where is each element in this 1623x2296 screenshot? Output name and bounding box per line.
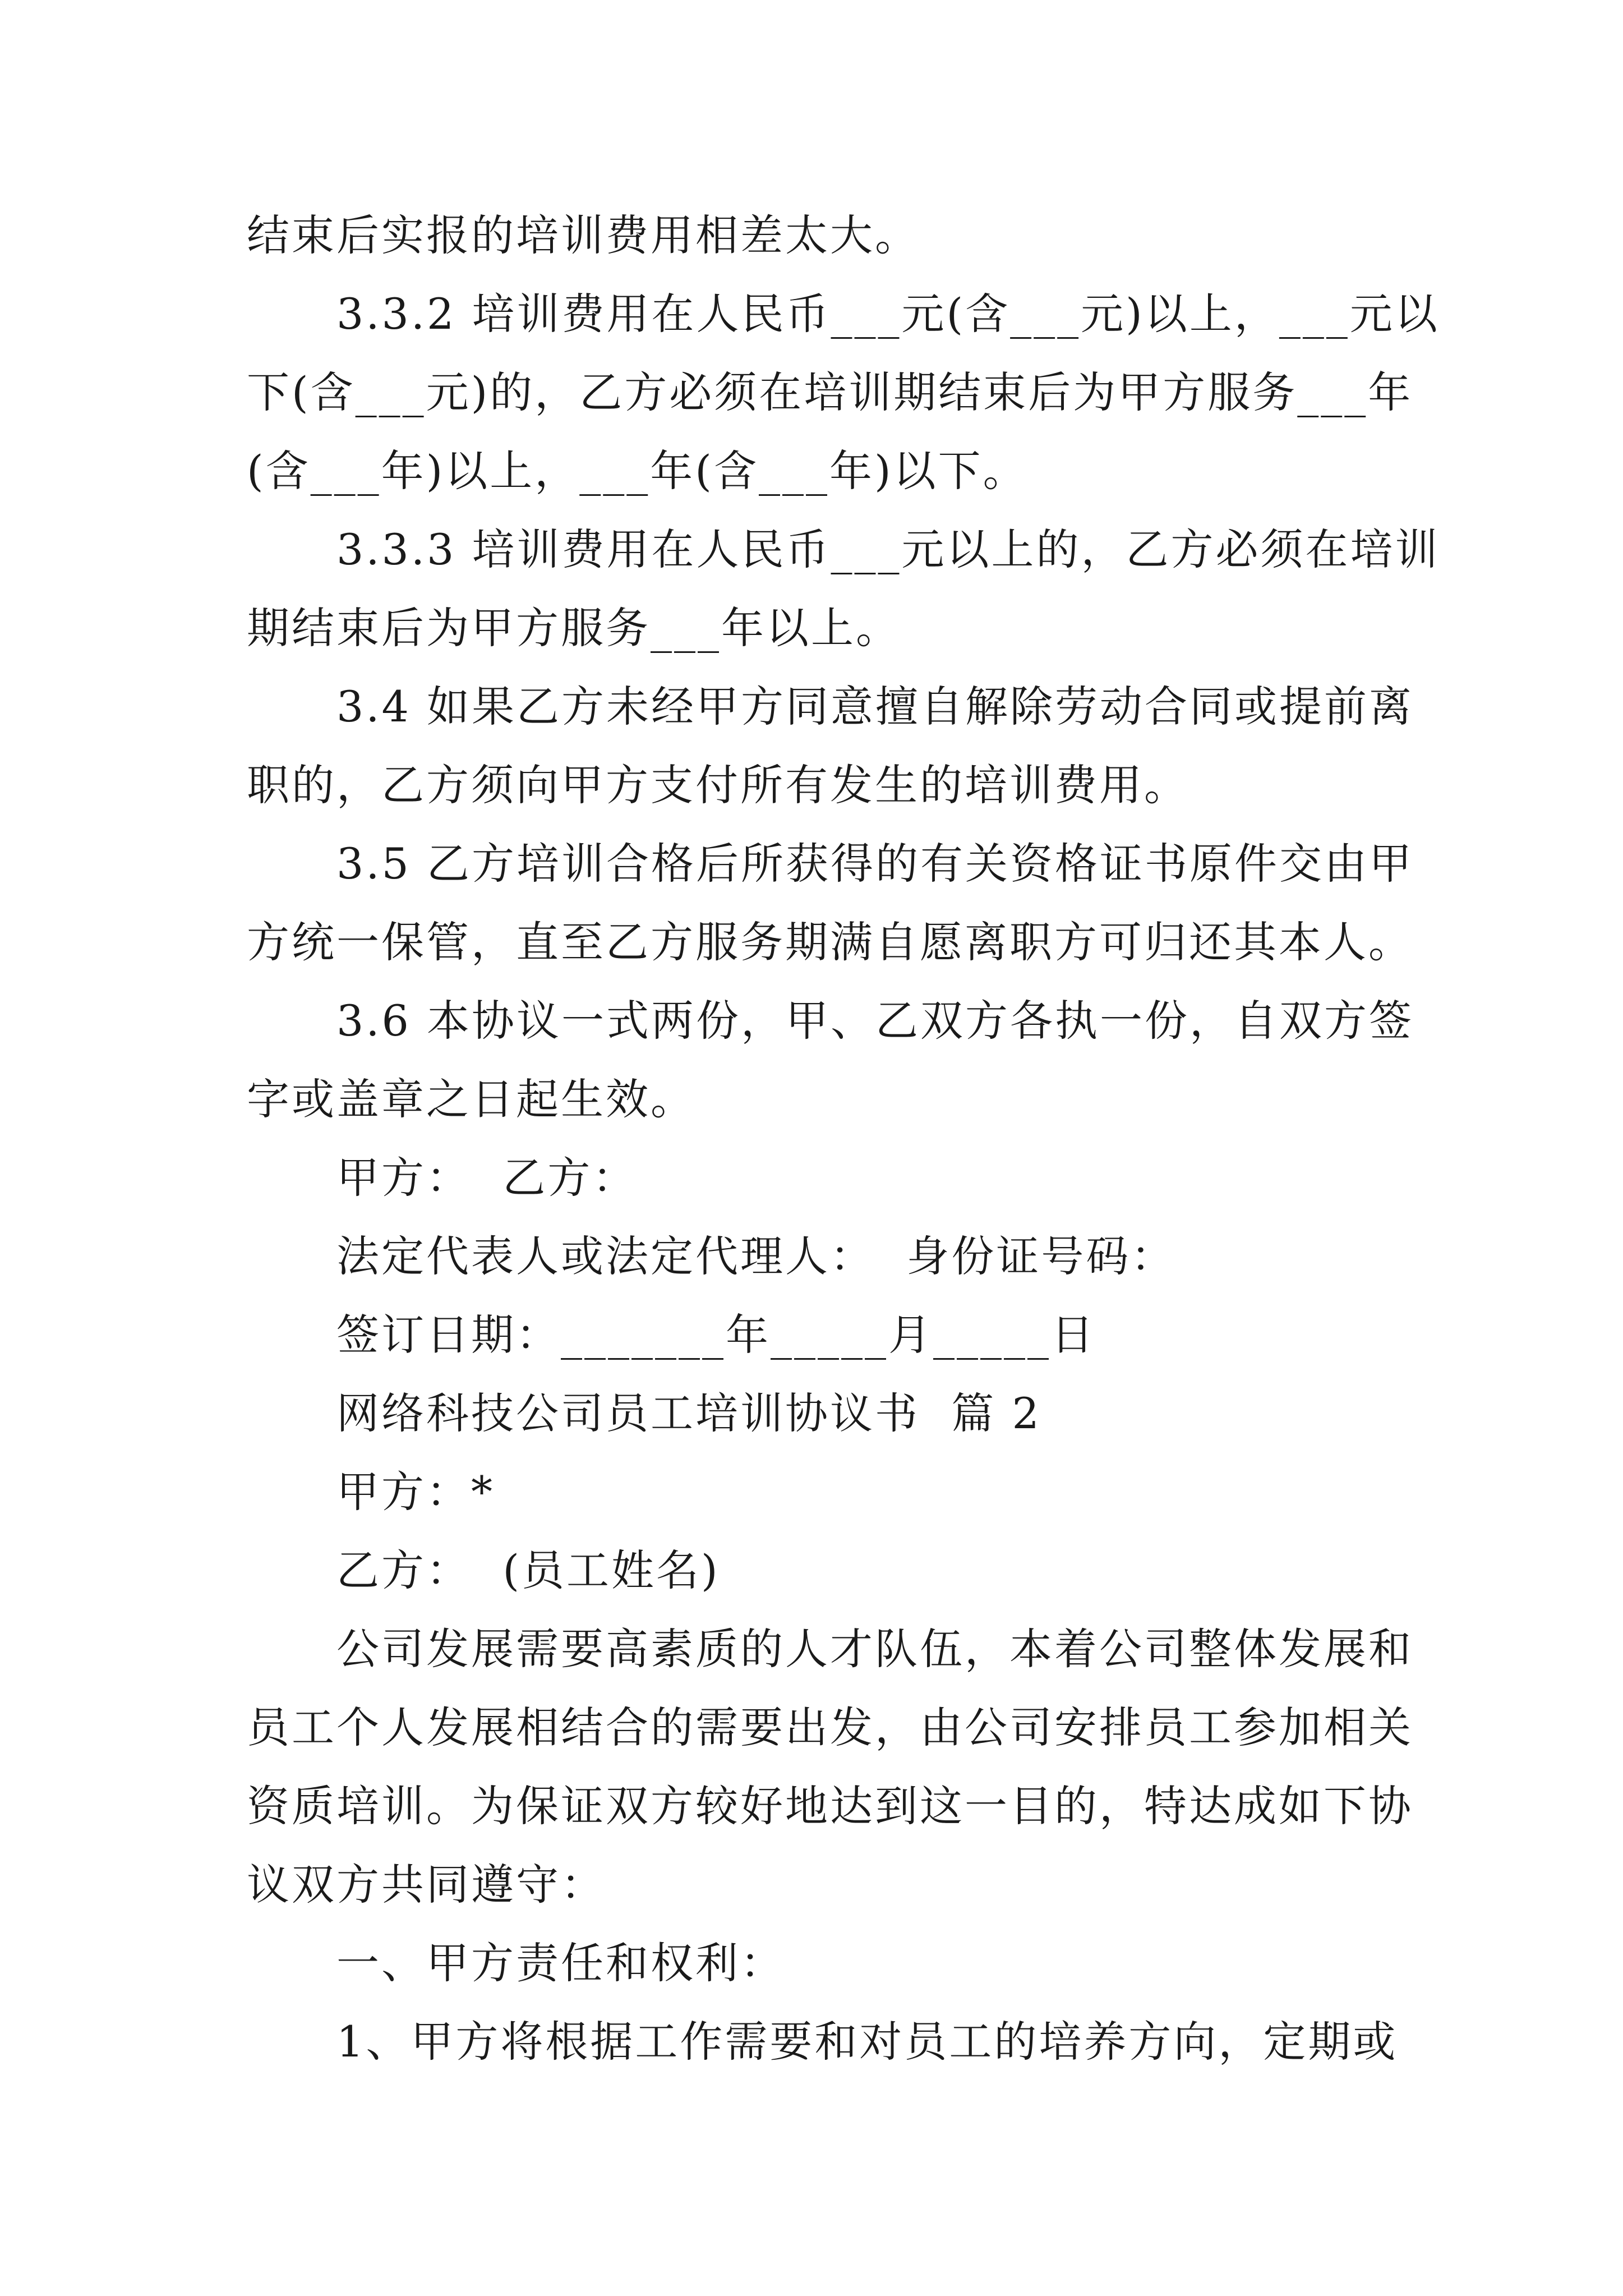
- text-line: 3.3.2 培训费用在人民币___元(含___元)以上，___元以: [336, 289, 1440, 339]
- text-line: 职的，乙方须向甲方支付所有发生的培训费用。: [247, 760, 1189, 810]
- text-line: 字或盖章之日起生效。: [247, 1074, 695, 1124]
- text-line: 1、甲方将根据工作需要和对员工的培养方向，定期或: [336, 2017, 1398, 2067]
- text-line: 3.5 乙方培训合格后所获得的有关资格证书原件交由甲: [336, 839, 1414, 889]
- text-line: 员工个人发展相结合的需要出发，由公司安排员工参加相关: [247, 1703, 1413, 1752]
- text-line: 签订日期：_______年_____月_____日: [336, 1310, 1096, 1360]
- text-line: 公司发展需要高素质的人才队伍，本着公司整体发展和: [336, 1624, 1413, 1674]
- text-line: 甲方：*: [336, 1467, 495, 1517]
- text-line: 甲方： 乙方：: [336, 1153, 638, 1203]
- text-line: (含___年)以上，___年(含___年)以下。: [247, 446, 1028, 496]
- text-line: 期结束后为甲方服务___年以上。: [247, 603, 901, 653]
- text-line: 议双方共同遵守：: [247, 1860, 606, 1910]
- text-line: 3.6 本协议一式两份，甲、乙双方各执一份，自双方签: [336, 996, 1414, 1046]
- text-line: 3.4 如果乙方未经甲方同意擅自解除劳动合同或提前离: [336, 682, 1414, 731]
- text-line: 乙方： (员工姓名): [336, 1545, 720, 1595]
- text-line: 结束后实报的培训费用相差太大。: [247, 210, 920, 260]
- text-line: 方统一保管，直至乙方服务期满自愿离职方可归还其本人。: [247, 917, 1413, 967]
- section-heading: 一、甲方责任和权利：: [336, 1938, 785, 1988]
- text-line: 下(含___元)的，乙方必须在培训期结束后为甲方服务___年: [247, 367, 1413, 417]
- text-line: 资质培训。为保证双方较好地达到这一目的，特达成如下协: [247, 1781, 1413, 1831]
- section-title: 网络科技公司员工培训协议书 篇 2: [336, 1388, 1041, 1438]
- text-line: 法定代表人或法定代理人： 身份证号码：: [336, 1231, 1176, 1281]
- text-line: 3.3.3 培训费用在人民币___元以上的，乙方必须在培训: [336, 524, 1440, 574]
